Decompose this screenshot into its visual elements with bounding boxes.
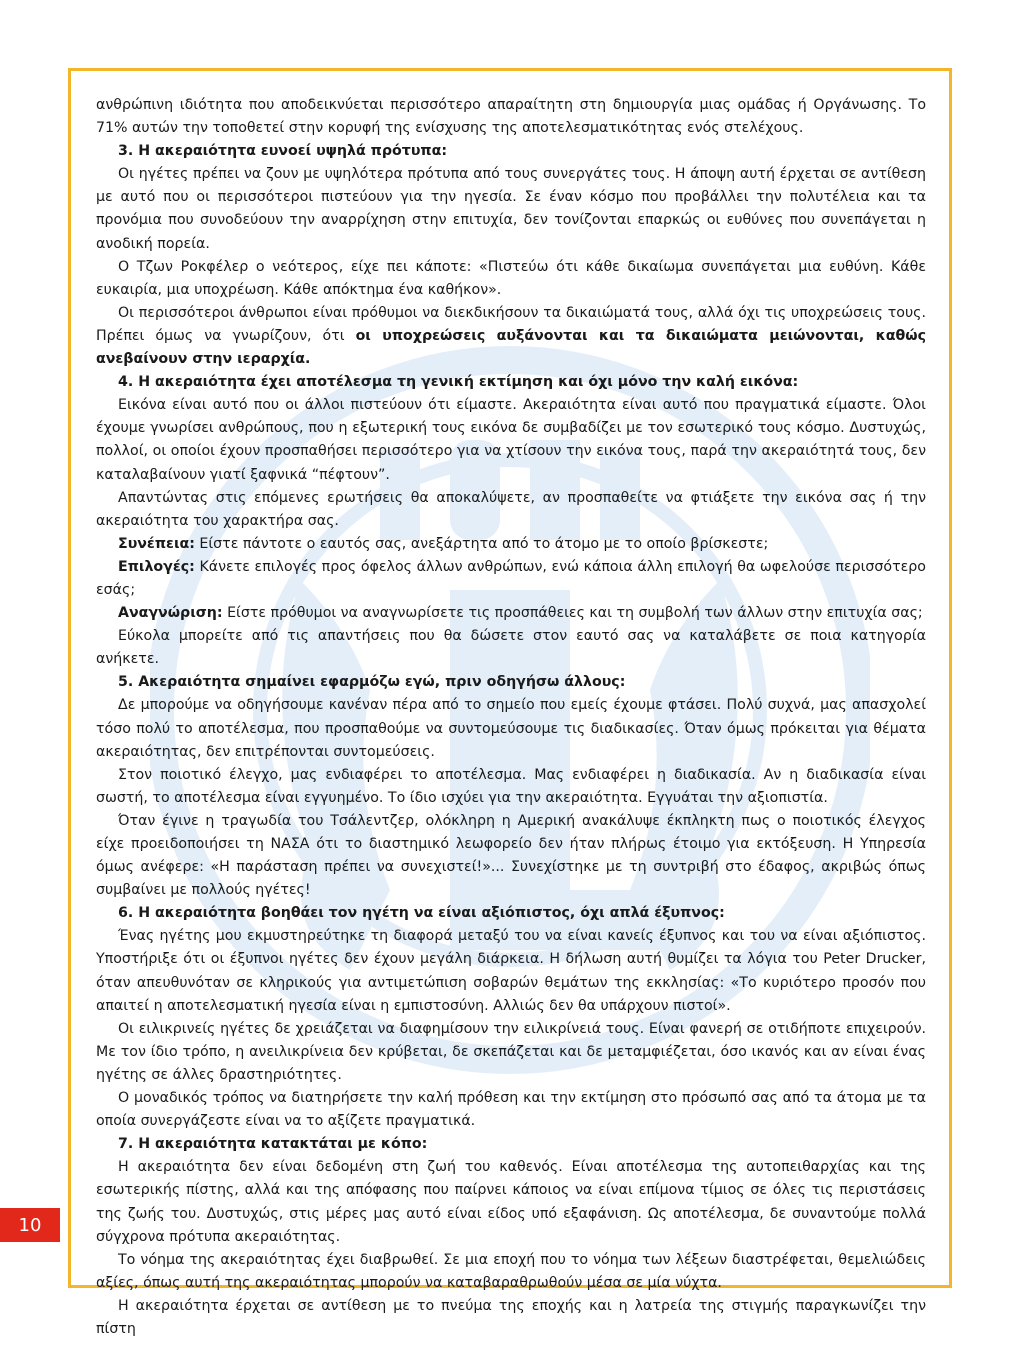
question-item: [96, 533, 926, 556]
paragraph: Οι ειλικρινείς ηγέτες δε χρειάζεται να διαφημίσουν την ειλικρίνειά τους. Είναι φανερή σε οτιδήποτε επιχειρούν. Με τον ίδιο τρόπο, η ανειλικρίνεια δεν κρύβεται, δε σκεπάζεται και δε μεταμφιέζεται, όσο ικανός και αν είναι ένας ηγέτης σε άλλες δραστηριότητες.: [96, 1020, 926, 1083]
question-label: Αναγνώριση:: [118, 605, 223, 622]
paragraph: Το νόημα της ακεραιότητας έχει διαβρωθεί. Σε μια εποχή που το νόημα των λέξεων διαστρέφεται, θεμελιώδεις αξίες, όπως αυτή της ακεραιότητας μπορούν να καταβαραθρωθούν μέσα σε μία νύχτα.: [96, 1251, 926, 1291]
paragraph: Εικόνα είναι αυτό που οι άλλοι πιστεύουν ότι είμαστε. Ακεραιότητα είναι αυτό που πραγματικά είμαστε. Όλοι έχουμε γνωρίσει ανθρώπους, που η εξωτερική τους εικόνα δε συμβαδίζει με τον εσωτερικό τους κόσμο. Δυστυχώς, πολλοί, οι οποίοι έχουν προσπαθήσει περισσότερο για να χτίσουν την εικόνα τους, παρά την ακεραιότητά τους, δεν καταλαβαίνουν γιατί ξαφνικά “πέφτουν”.: [96, 397, 926, 483]
paragraph: Όταν έγινε η τραγωδία του Τσάλεντζερ, ολόκληρη η Αμερική ανακάλυψε έκπληκτη πως ο ποιοτικός έλεγχος είχε προειδοποιήσει τη ΝΑΣΑ ότι το διαστημικό λεωφορείο δεν ήταν πλήρως έτοιμο για εκτόξευση. Η Υπηρεσία όμως ανέφερε: «Η παράσταση πρέπει να συνεχιστεί!»... Συνεχίστηκε με τη συντριβή στο έδαφος, ακριβώς όπως συμβαίνει με πολλούς ηγέτες!: [96, 812, 926, 899]
section-heading: 6. Η ακεραιότητα βοηθάει τον ηγέτη να είναι αξιόπιστος, όχι απλά έξυπνος:: [118, 905, 725, 922]
question-item: [96, 556, 926, 602]
question-text: Είστε πρόθυμοι να αναγνωρίσετε τις προσπάθειες και τη συμβολή των άλλων στην επιτυχία σας;: [222, 605, 923, 622]
paragraph: Ένας ηγέτης μου εκμυστηρεύτηκε τη διαφορά μεταξύ του να είναι κανείς έξυπνος και του να είναι αξιόπιστος. Υποστήριξε ότι οι έξυπνοι ηγέτες δεν έχουν μεγάλη διάρκεια. Η δήλωση αυτή θυμίζει τα λόγια του Peter Drucker, όταν απευθυνόταν σε κληρικούς για αντιμετώπιση σοβαρών θεμάτων της εκκλησίας: «Το κυριότερο προσόν που απαιτεί η αποτελεσματική ηγεσία είναι η εμπιστοσύνη. Αλλιώς δεν θα υπάρχουν πιστοί».: [96, 928, 926, 1014]
paragraph: Οι ηγέτες πρέπει να ζουν με υψηλότερα πρότυπα από τους συνεργάτες τους. Η άποψη αυτή έρχεται σε αντίθεση με αυτό που οι περισσότεροι πιστεύουν για την ηγεσία. Σε έναν κόσμο που προβάλλει την πολυτέλεια και τα προνόμια που συνοδεύουν την αναρρίχηση στην επιτυχία, δεν τονίζονται επαρκώς οι ευθύνες που συνεπάγεται η ανοδική πορεία.: [96, 166, 926, 252]
paragraph: Η ακεραιότητα δεν είναι δεδομένη στη ζωή του καθενός. Είναι αποτέλεσμα της αυτοπειθαρχίας και της εσωτερικής πίστης, αλλά και της απόφασης που παίρνει κάποιος να είναι επίμονα τίμιος σε όλες τις περιστάσεις της ζωής του. Δυστυχώς, στις μέρες μας αυτό είναι είδος υπό εξαφάνιση. Ως αποτέλεσμα, δε συναντούμε πολλά σύγχρονα πρότυπα ακεραιότητας.: [96, 1159, 926, 1245]
question-text: Κάνετε επιλογές προς όφελος άλλων ανθρώπων, ενώ κάποια άλλη επιλογή θα ωφελούσε περισσότερο εσάς;: [96, 558, 926, 598]
paragraph: Απαντώντας στις επόμενες ερωτήσεις θα αποκαλύψετε, αν προσπαθείτε να φτιάξετε την εικόνα σας ή την ακεραιότητα του χαρακτήρα σας.: [96, 489, 926, 529]
paragraph: [96, 302, 926, 371]
question-label: Επιλογές:: [118, 558, 195, 575]
paragraph: Η ακεραιότητα έρχεται σε αντίθεση με το πνεύμα της εποχής και η λατρεία της στιγμής παραγκωνίζει την πίστη: [96, 1297, 926, 1337]
section-heading: 5. Ακεραιότητα σημαίνει εφαρμόζω εγώ, πριν οδηγήσω άλλους:: [118, 674, 626, 691]
section-heading: 4. Η ακεραιότητα έχει αποτέλεσμα τη γενική εκτίμηση και όχι μόνο την καλή εικόνα:: [118, 374, 799, 391]
paragraph: ανθρώπινη ιδιότητα που αποδεικνύεται περισσότερο απαραίτητη στη δημιουργία μιας ομάδας ή Οργάνωσης. Το 71% αυτών την τοποθετεί στην κορυφή της ενίσχυσης της αποτελεσματικότητας ενός στελέχους.: [96, 97, 926, 137]
question-text: Είστε πάντοτε ο εαυτός σας, ανεξάρτητα από το άτομο με το οποίο βρίσκεστε;: [194, 535, 769, 552]
page-number-tab: 10: [0, 1208, 60, 1242]
section-heading: 3. Η ακεραιότητα ευνοεί υψηλά πρότυπα:: [118, 143, 448, 160]
section-heading: 7. Η ακεραιότητα κατακτάται με κόπο:: [118, 1136, 428, 1153]
paragraph: Στον ποιοτικό έλεγχο, μας ενδιαφέρει το αποτέλεσμα. Μας ενδιαφέρει η διαδικασία. Αν η διαδικασία είναι σωστή, το αποτέλεσμα είναι εγγυημένο. Το ίδιο ισχύει για την ακεραιότητα. Εγγυάται την αξιοπιστία.: [96, 766, 926, 806]
paragraph: Δε μπορούμε να οδηγήσουμε κανέναν πέρα από το σημείο που εμείς έχουμε φτάσει. Πολύ συχνά, μας απασχολεί τόσο πολύ το αποτέλεσμα, που προσπαθούμε να συντομεύσουμε τις διαδικασίες. Όταν όμως πρόκειται για θέματα ακεραιότητας, δεν επιτρέπονται συντομεύσεις.: [96, 697, 926, 760]
question-label: Συνέπεια:: [118, 535, 195, 552]
question-item: [96, 602, 926, 625]
bold-emphasis: οι υποχρεώσεις αυξάνονται και τα δικαιώματα μειώνονται, καθώς ανεβαίνουν στην ιεραρχία.: [96, 327, 926, 368]
article-body: [96, 94, 926, 1341]
paragraph: Ο μοναδικός τρόπος να διατηρήσετε την καλή πρόθεση και την εκτίμηση στο πρόσωπό σας από τα άτομα με τα οποία συνεργάζεστε είναι να το αξίζετε πραγματικά.: [96, 1090, 926, 1130]
paragraph: Ο Τζων Ροκφέλερ ο νεότερος, είχε πει κάποτε: «Πιστεύω ότι κάθε δικαίωμα συνεπάγεται μια ευθύνη. Κάθε ευκαιρία, μια υποχρέωση. Κάθε απόκτημα ένα καθήκον».: [96, 258, 926, 298]
paragraph-text: Οι περισσότεροι άνθρωποι είναι πρόθυμοι να διεκδικήσουν τα δικαιώματά τους, αλλά όχι τις υποχρεώσεις τους. Πρέπει όμως να γνωρίζουν, ότι: [96, 304, 926, 344]
paragraph: Εύκολα μπορείτε από τις απαντήσεις που θα δώσετε στον εαυτό σας να καταλάβετε σε ποια κατηγορία ανήκετε.: [96, 628, 926, 668]
